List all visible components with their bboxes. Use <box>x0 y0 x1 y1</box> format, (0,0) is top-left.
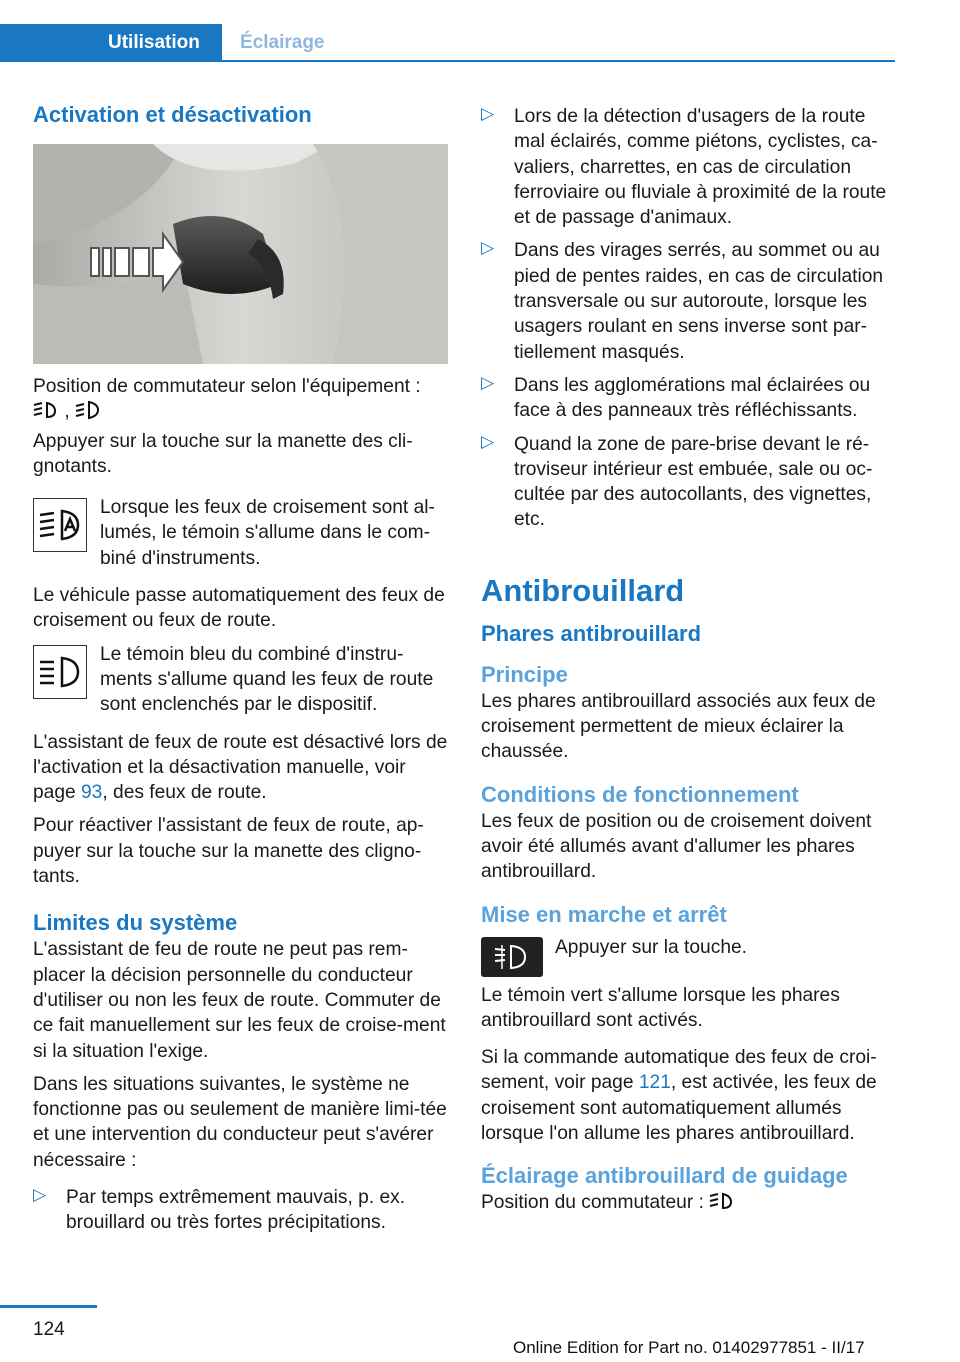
heading-guidage: Éclairage antibrouillard de guidage <box>481 1163 848 1189</box>
auto-light-icon <box>709 1192 735 1213</box>
indicator-note-1 <box>33 495 448 571</box>
bullet-triangle-icon: ▷ <box>481 238 495 258</box>
tab-eclairage[interactable]: Éclairage <box>240 32 325 53</box>
heading-antibrouillard: Antibrouillard <box>481 572 685 608</box>
list-item-text: Dans les agglomérations mal éclairées ou face à des panneaux très réfléchissants. <box>514 374 871 422</box>
auto-command-text-b: , est activée, les feux de croisement sont automatiquement allumés lorsque l'on allume les phares antibrouillard. <box>481 1072 877 1145</box>
list-item-text: Par temps extrêmement mauvais, p. ex. brouillard ou très fortes précipitations. <box>66 1187 406 1234</box>
auto-command-text-a: Si la commande automatique des feux de croi-sement, voir page <box>481 1047 877 1094</box>
assistant-text-b: , des feux de route. <box>102 782 267 804</box>
heading-limites: Limites du système <box>33 910 238 936</box>
auto-headlight-indicator-icon <box>33 498 87 552</box>
left-column <box>33 100 448 1236</box>
reactivate-text: Pour réactiver l'assistant de feux de route, ap-puyer sur la touche sur la manette des cligno-tants. <box>33 815 424 888</box>
position-commutateur-text <box>481 1190 897 1215</box>
heading-conditions: Conditions de fonctionnement <box>481 781 799 807</box>
limites-text-1: L'assistant de feu de route ne peut pas rem-placer la décision personnelle du conducteur d'utiliser ou non les feux de route. Commuter de ce fait manuellement sur les feux de croise-ment si la situation l'exige. <box>33 939 446 1062</box>
low-beam-icon <box>75 401 101 422</box>
tab-utilisation[interactable]: Utilisation <box>0 24 222 62</box>
high-beam-indicator-icon <box>33 645 87 699</box>
list-item-text: Dans des virages serrés, au sommet ou au pied de pentes raides, en cas de circulation transversale ou sur autoroute, lorsque les usagers roulant en sens inverse sont par-tiellement masqués. <box>514 240 884 363</box>
heading-activation: Activation et désactivation <box>33 102 312 127</box>
conditions-text: Les feux de position ou de croisement doivent avoir été allumés avant d'allumer les phares antibrouillard. <box>481 810 872 883</box>
bullet-triangle-icon: ▷ <box>33 1185 47 1205</box>
fog-button-note <box>481 935 897 979</box>
lever-illustration <box>33 144 448 364</box>
bullet-triangle-icon: ▷ <box>481 431 495 451</box>
assistant-text-a: L'assistant de feux de route est désactivé lors de l'activation et la désactivation manuelle, voir page <box>33 731 448 804</box>
press-fog-button-text: Appuyer sur la touche. <box>555 936 747 958</box>
edition-text: Online Edition for Part no. 01402977851 - II/17 <box>513 1338 865 1357</box>
position-text <box>33 374 448 425</box>
turn-signal-lever-photo <box>33 144 448 364</box>
auto-command-text <box>481 1045 897 1146</box>
page-link-121[interactable]: 121 <box>638 1072 671 1094</box>
heading-marche: Mise en marche et arrêt <box>481 901 727 927</box>
bullet-triangle-icon: ▷ <box>481 372 495 392</box>
list-item <box>33 1185 448 1236</box>
bullet-triangle-icon: ▷ <box>481 104 495 123</box>
principe-text: Les phares antibrouillard associés aux feux de croisement permettent de mieux éclairer la chaussée. <box>481 690 876 763</box>
page-link-93[interactable]: 93 <box>81 782 103 804</box>
green-indicator-text: Le témoin vert s'allume lorsque les phares antibrouillard sont activés. <box>481 984 840 1031</box>
list-item <box>481 238 897 364</box>
fog-light-button-icon <box>481 937 543 977</box>
position-separator: , <box>64 401 70 423</box>
list-item-text: Lors de la détection d'usagers de la route mal éclairés, comme piétons, cyclistes, ca-valiers, charrettes, en cas de circulation ferroviaire ou fluviale à proximité de la route et de passage d'animaux. <box>514 106 887 229</box>
header-rule <box>0 60 895 62</box>
position-commutateur-label: Position du commutateur : <box>481 1192 704 1214</box>
list-item <box>481 432 897 533</box>
limites-text-2: Dans les situations suivantes, le système ne fonctionne pas ou seulement de manière limi-tée et une intervention du conducteur peut s'avérer nécessaire : <box>33 1073 447 1171</box>
list-item <box>481 104 897 230</box>
assistant-deactivated-text <box>33 730 448 806</box>
auto-light-icon <box>33 401 64 422</box>
page-header <box>0 0 960 62</box>
page-number: 124 <box>33 1319 65 1340</box>
indicator-note-1-text: Lorsque les feux de croisement sont al-lumés, le témoin s'allume dans le com-biné d'instruments. <box>100 497 435 569</box>
indicator-note-2 <box>33 642 448 718</box>
heading-principe: Principe <box>481 661 568 687</box>
list-item <box>481 373 897 424</box>
heading-phares: Phares antibrouillard <box>481 620 702 646</box>
list-item-text: Quand la zone de pare-brise devant le ré-troviseur intérieur est embuée, sale ou oc-cultée par des autocollants, des vignettes, etc. <box>514 433 873 531</box>
footer-rule <box>0 1305 97 1308</box>
right-column <box>481 104 897 1216</box>
vehicle-switches-text: Le véhicule passe automatiquement des feux de croisement ou feux de route. <box>33 585 445 632</box>
press-button-text: Appuyer sur la touche sur la manette des cli-gnotants. <box>33 430 413 477</box>
indicator-note-2-text: Le témoin bleu du combiné d'instru-ments s'allume quand les feux de route sont enclenchés par le dispositif. <box>100 643 434 716</box>
position-label: Position de commutateur selon l'équipement : <box>33 376 421 397</box>
